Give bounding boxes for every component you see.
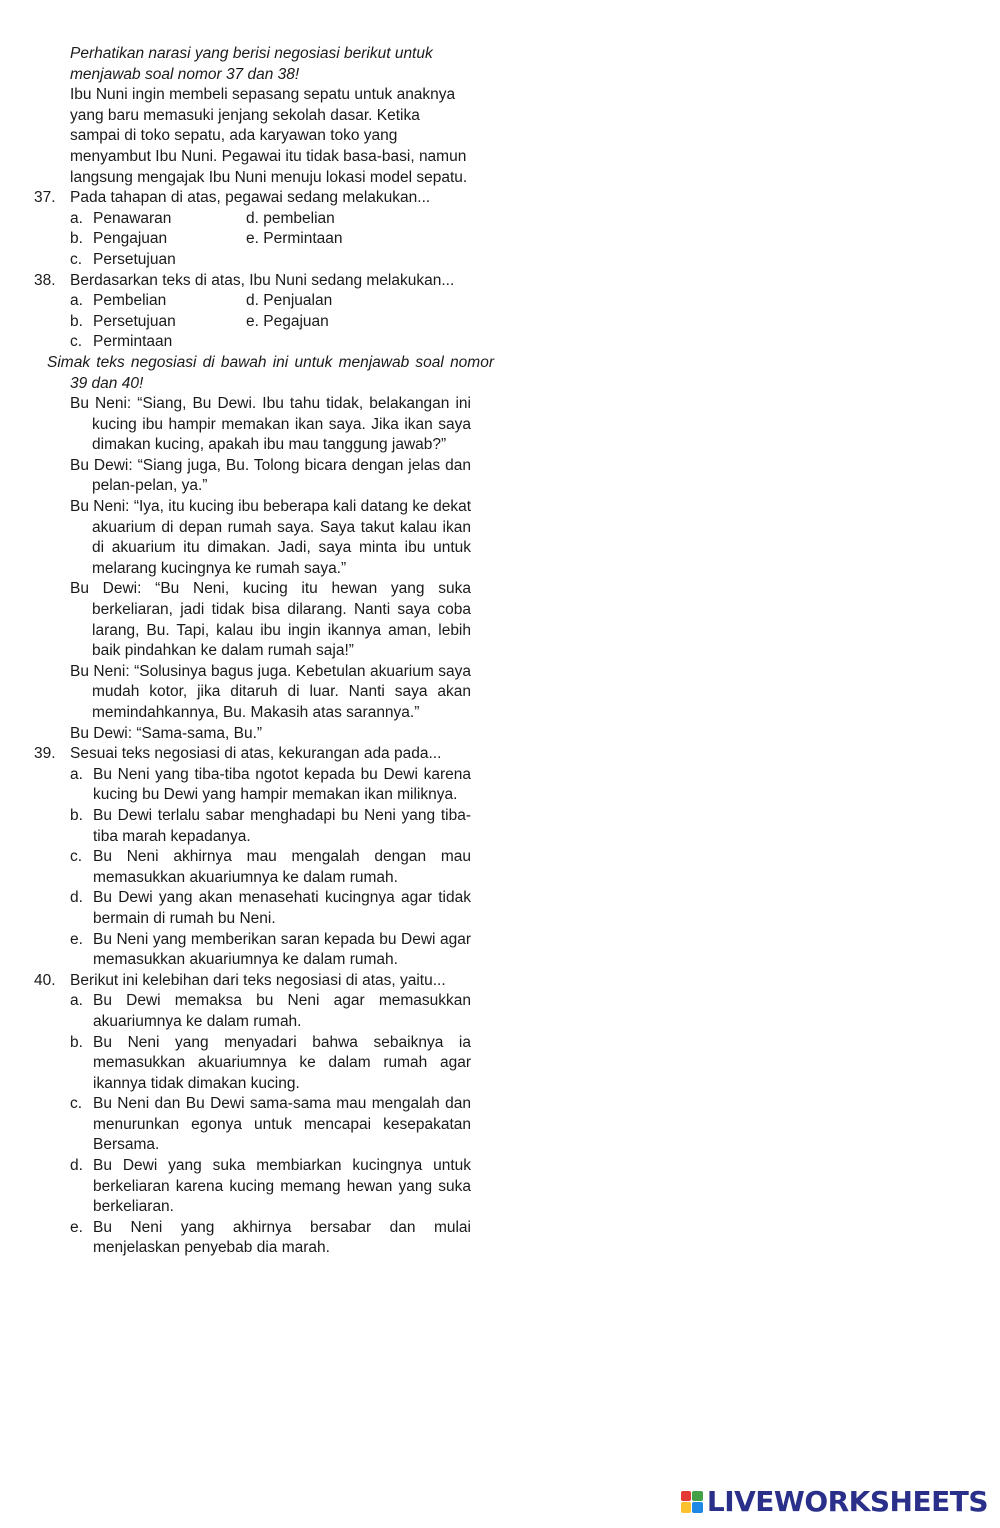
question-text: Berdasarkan teks di atas, Ibu Nuni sedang melakukan... [70, 271, 455, 289]
option-e[interactable]: e. Bu Neni yang akhirnya bersabar dan mulai menjelaskan penyebab dia marah. [70, 1218, 471, 1257]
dialog-line: Bu Dewi: “Sama-sama, Bu.” [70, 724, 263, 742]
option-a[interactable]: a. Penawaran [70, 209, 172, 227]
logo-square-green [692, 1491, 703, 1502]
options-row [0, 291, 1000, 312]
option-b[interactable]: b. Pengajuan [70, 230, 168, 248]
option-a[interactable]: a. Pembelian [70, 292, 167, 310]
question-number: 40. [34, 971, 56, 989]
option-d[interactable]: d. Penjualan [246, 292, 333, 310]
options-row [0, 209, 1000, 230]
question-number: 38. [34, 271, 56, 289]
option-d[interactable]: d. Bu Dewi yang suka membiarkan kucingnya untuk berkeliaran karena kucing memang hewan yang suka berkeliaran. [70, 1157, 471, 1216]
dialog-line: Bu Dewi: “Bu Neni, kucing itu hewan yang suka berkeliaran, jadi tidak bisa dilarang. Nanti saya coba larang, Bu. Tapi, kalau ibu ingin ikannya aman, lebih baik pindahkan ke dalam rumah saja!” [70, 580, 471, 660]
question-text: Pada tahapan di atas, pegawai sedang melakukan... [70, 189, 431, 207]
logo-square-blue [692, 1502, 703, 1513]
logo-square-red [681, 1491, 692, 1502]
question-number: 39. [34, 745, 56, 763]
question-text: Sesuai teks negosiasi di atas, kekurangan ada pada... [70, 745, 442, 763]
option-b[interactable]: b. Bu Dewi terlalu sabar menghadapi bu Neni yang tiba-tiba marah kepadanya. [70, 806, 471, 845]
question-39 [0, 744, 1000, 765]
instruction-37-38: Perhatikan narasi yang berisi negosiasi berikut untuk menjawab soal nomor 37 dan 38! [70, 45, 433, 83]
option-a[interactable]: a. Bu Neni yang tiba-tiba ngotot kepada bu Dewi karena kucing bu Dewi yang hampir memakan ikan miliknya. [70, 765, 471, 804]
question-number: 37. [34, 189, 56, 207]
question-40 [0, 971, 1000, 992]
worksheet-content [0, 44, 1000, 1259]
option-b[interactable]: b. Bu Neni yang menyadari bahwa sebaiknya ia memasukkan akuariumnya ke dalam rumah agar ikannya tidak dimakan kucing. [70, 1033, 471, 1092]
options-row [0, 332, 1000, 353]
logo-text: LIVEWORKSHEETS [706, 1485, 988, 1518]
option-c[interactable]: c. Persetujuan [70, 250, 176, 268]
options-row [0, 229, 1000, 250]
question-text: Berikut ini kelebihan dari teks negosiasi di atas, yaitu... [70, 971, 446, 989]
dialog-line: Bu Dewi: “Siang juga, Bu. Tolong bicara dengan jelas dan pelan-pelan, ya.” [70, 456, 471, 495]
option-e[interactable]: e. Pegajuan [246, 312, 329, 330]
option-e[interactable]: e. Bu Neni yang memberikan saran kepada bu Dewi agar memasukkan akuariumnya ke dalam rumah. [70, 930, 471, 969]
option-d[interactable]: d. pembelian [246, 209, 335, 227]
option-e[interactable]: e. Permintaan [246, 230, 343, 248]
instruction-39-40: Simak teks negosiasi di bawah ini untuk menjawab soal nomor 39 dan 40! [47, 353, 494, 392]
option-c[interactable]: c. Bu Neni akhirnya mau mengalah dengan mau memasukkan akuariumnya ke dalam rumah. [70, 848, 471, 886]
dialog-line: Bu Neni: “Solusinya bagus juga. Kebetulan akuarium saya mudah kotor, jika ditaruh di luar. Nanti saya akan memindahkannya, Bu. Makasih atas sarannya.” [70, 662, 471, 721]
option-d[interactable]: d. Bu Dewi yang akan menasehati kucingnya agar tidak bermain di rumah bu Neni. [70, 889, 471, 927]
option-c[interactable]: c. Bu Neni dan Bu Dewi sama-sama mau mengalah dan menurunkan egonya untuk mencapai kesepakatan Bersama. [70, 1095, 471, 1154]
options-row [0, 250, 1000, 271]
option-c[interactable]: c. Permintaan [70, 333, 173, 351]
option-a[interactable]: a. Bu Dewi memaksa bu Neni agar memasukkan akuariumnya ke dalam rumah. [70, 992, 471, 1030]
dialog-line: Bu Neni: “Siang, Bu Dewi. Ibu tahu tidak, belakangan ini kucing ibu hampir memakan ikan saya. Jika ikan saya dimakan kucing, apakah ibu mau tanggung jawab?” [70, 395, 471, 454]
options-row [0, 312, 1000, 333]
logo-square-yellow [681, 1502, 692, 1513]
liveworksheets-logo [681, 1485, 988, 1518]
question-37 [0, 188, 1000, 209]
question-38 [0, 271, 1000, 292]
option-b[interactable]: b. Persetujuan [70, 312, 176, 330]
narrative-paragraph: Ibu Nuni ingin membeli sepasang sepatu untuk anaknya yang baru memasuki jenjang sekolah dasar. Ketika sampai di toko sepatu, ada karyawan toko yang menyambut Ibu Nuni. Pegawai itu tidak basa-basi, namun langsung mengajak Ibu Nuni menuju lokasi model sepatu. [70, 86, 468, 186]
dialog-line: Bu Neni: “Iya, itu kucing ibu beberapa kali datang ke dekat akuarium di depan rumah saya. Saya takut kalau ikan di akuarium itu dimakan. Jadi, saya minta ibu untuk melarang kucingnya ke rumah saya.” [70, 498, 471, 577]
liveworksheets-logo-icon [681, 1491, 703, 1513]
